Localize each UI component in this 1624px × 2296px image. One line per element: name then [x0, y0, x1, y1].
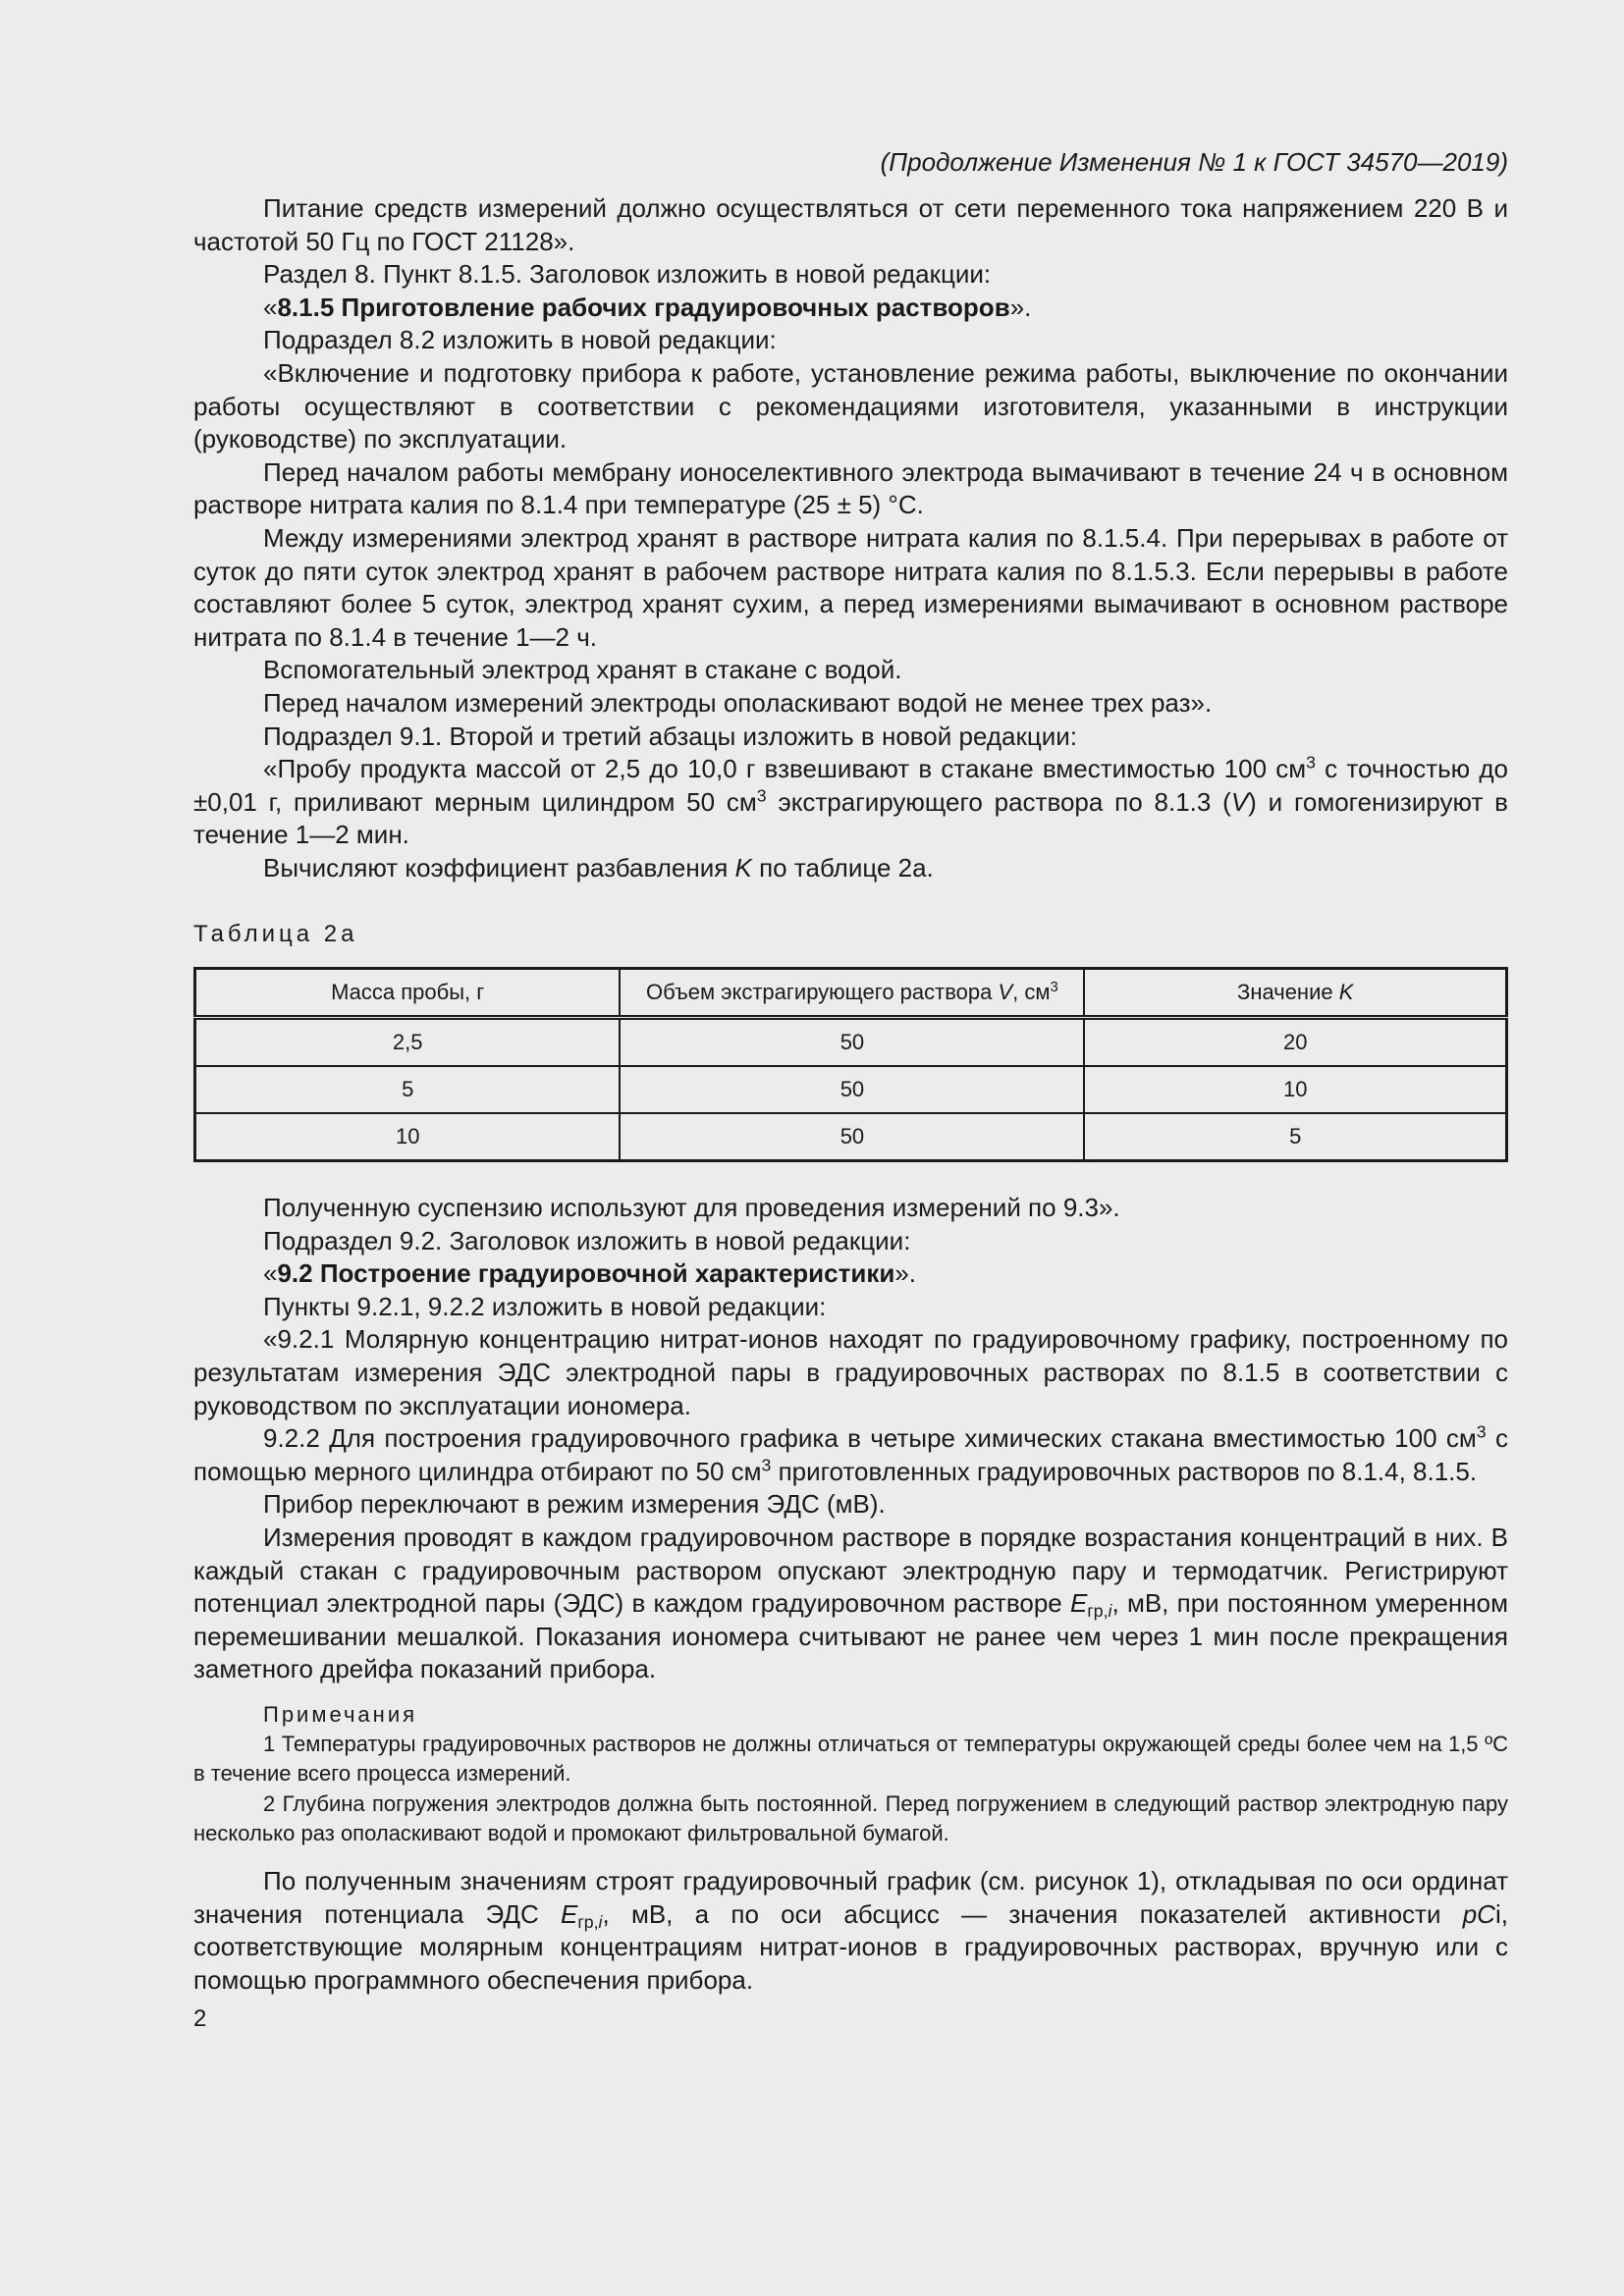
paragraph: Подраздел 9.1. Второй и третий абзацы изложить в новой редакции:: [263, 721, 1078, 751]
table-cell: 50: [620, 1018, 1084, 1067]
paragraph: 9.2.2 Для построения градуировочного графика в четыре химических стакана вместимостью 100 $см^3$ с помощью мерного цилиндра отбирают по 50 $см^3$ приготовленных градуировочных растворов по 8.1.4, 8.1.5.: [193, 1421, 1509, 1486]
paragraph: Перед началом работы мембрану ионоселективного электрода вымачивают в течение 24 ч в основном растворе нитрата калия по 8.1.4 при температуре (25 ± 5) °С.: [193, 456, 1508, 520]
table-cell: 2,5: [195, 1018, 621, 1067]
paragraph: По полученным значениям строят градуировочный график (см. рисунок 1), откладывая по оси ординат значения потенциала ЭДС $E_{гр,i}$, мВ, а по оси абсцисс — значения показателей активности pCi, соответствующие молярным концентрациям нитрат-ионов в градуировочных растворах, вручную или с помощью программного обеспечения прибора.: [193, 1865, 1508, 1995]
dilution-table: [193, 967, 1508, 1162]
table-header-row: [195, 969, 1507, 1018]
paragraph: Измерения проводят в каждом градуировочном растворе в порядке возрастания концентраций в них. В каждый стакан с градуировочным раствором опускают электродную пару и термодатчик. Регистрируют потенциал электродной пары (ЭДС) в каждом градуировочном растворе $E_{гр,i}$, мВ, при постоянном умеренном перемешивании мешалкой. Показания иономера считывают не ранее чем через 1 мин после прекращения заметного дрейфа показаний прибора.: [193, 1522, 1508, 1684]
paragraph: «Пробу продукта массой от 2,5 до 10,0 г взвешивают в стакане вместимостью 100 $см^3$ с точностью до ±0,01 г, приливают мерным цилиндром 50 $см^3$ экстрагирующего раствора по 8.1.3 (V) и гомогенизируют в течение 1—2 мин.: [193, 752, 1508, 850]
paragraph: Между измерениями электрод хранят в растворе нитрата калия по 8.1.5.4. При перерывах в работе от суток до пяти суток электрод хранят в рабочем растворе нитрата калия по 8.1.5.3. Если перерывы в работе составляют более 5 суток, электрод хранят сухим, а перед измерениями вымачивают в основном растворе нитрата по 8.1.4 в течение 1—2 ч.: [193, 522, 1508, 652]
running-header: (Продолжение Изменения № 1 к ГОСТ 34570—2019): [880, 147, 1508, 177]
notes-title: Примечания: [263, 1701, 418, 1727]
table-row: [195, 1066, 1507, 1113]
table-title: Таблица 2а: [193, 921, 358, 948]
section-heading: 8.1.5 Приготовление рабочих градуировочных растворов: [277, 292, 1010, 322]
document-page: [193, 145, 1508, 2034]
table-cell: 10: [1084, 1066, 1506, 1113]
paragraph: Подраздел 9.2. Заголовок изложить в новой редакции:: [263, 1225, 911, 1255]
table-cell: 5: [1084, 1113, 1506, 1161]
table-cell: 50: [620, 1113, 1084, 1161]
paragraph: Полученную суспензию используют для проведения измерений по 9.3».: [263, 1193, 1120, 1223]
note-item: 1 Температуры градуировочных растворов не должны отличаться от температуры окружающей среды более чем на 1,5 ºС в течение всего процесса измерений.: [193, 1731, 1508, 1787]
page-number: 2: [193, 2005, 207, 2033]
table-cell: 10: [195, 1113, 621, 1161]
table-header-cell: Масса пробы, г: [195, 969, 621, 1018]
table-row: [195, 1113, 1507, 1161]
paragraph: Прибор переключают в режим измерения ЭДС (мВ).: [263, 1489, 886, 1520]
table-header-cell: Значение K: [1084, 969, 1506, 1018]
paragraph: Пункты 9.2.1, 9.2.2 изложить в новой редакции:: [263, 1291, 827, 1321]
paragraph: Вспомогательный электрод хранят в стакане с водой.: [263, 655, 902, 685]
paragraph-heading-quote: «9.2 Построение градуировочной характеристики».: [263, 1258, 917, 1289]
note-item: 2 Глубина погружения электродов должна быть постоянной. Перед погружением в следующий раствор электродную пару несколько раз ополаскивают водой и промокают фильтровальной бумагой.: [193, 1790, 1508, 1846]
table-header-cell: Объем экстрагирующего раствора V, $см^3$: [620, 969, 1084, 1018]
paragraph: Раздел 8. Пункт 8.1.5. Заголовок изложить в новой редакции:: [263, 259, 992, 290]
section-heading: 9.2 Построение градуировочной характеристики: [277, 1258, 895, 1289]
paragraph: Подраздел 8.2 изложить в новой редакции:: [263, 325, 777, 355]
table-row: [195, 1018, 1507, 1067]
table-cell: 20: [1084, 1018, 1506, 1067]
paragraph: «Включение и подготовку прибора к работе, установление режима работы, выключение по окончании работы осуществляют в соответствии с рекомендациями изготовителя, указанными в инструкции (руководстве) по эксплуатации.: [193, 357, 1508, 454]
paragraph: Вычисляют коэффициент разбавления K по таблице 2а.: [263, 852, 934, 882]
paragraph: Питание средств измерений должно осуществляться от сети переменного тока напряжением 220 В и частотой 50 Гц по ГОСТ 21128».: [193, 193, 1508, 256]
paragraph-heading-quote: «8.1.5 Приготовление рабочих градуировочных растворов».: [263, 292, 1032, 322]
paragraph: «9.2.1 Молярную концентрацию нитрат-ионов находят по градуировочному графику, построенному по результатам измерения ЭДС электродной пары в градуировочных растворах по 8.1.5 в соответствии с руководством по эксплуатации иономера.: [193, 1324, 1508, 1420]
table-cell: 5: [195, 1066, 621, 1113]
paragraph: Перед началом измерений электроды ополаскивают водой не менее трех раз».: [263, 687, 1213, 718]
table-cell: 50: [620, 1066, 1084, 1113]
